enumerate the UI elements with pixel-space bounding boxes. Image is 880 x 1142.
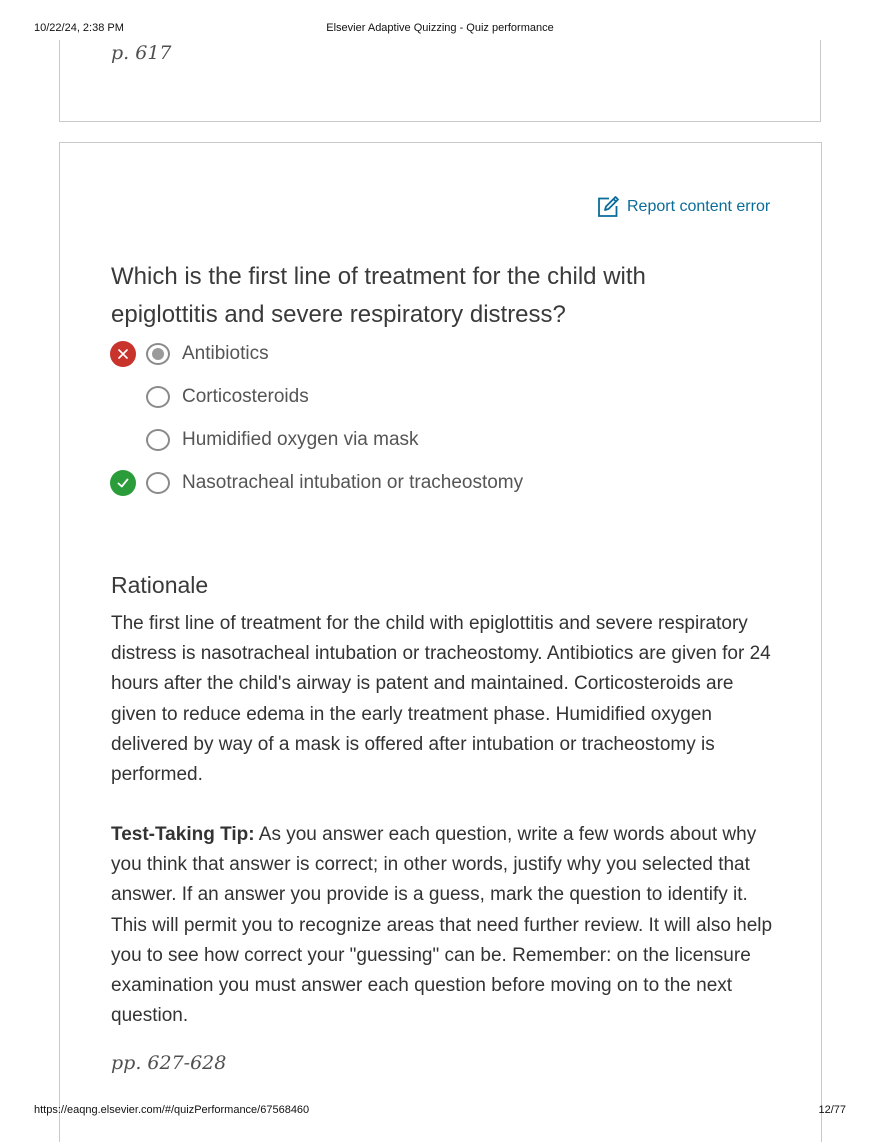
test-taking-tip	[111, 820, 776, 1031]
print-datetime: 10/22/24, 2:38 PM	[34, 22, 124, 34]
print-footer	[0, 1104, 880, 1118]
print-page-count: 12/77	[818, 1104, 846, 1116]
tip-label: Test-Taking Tip:	[111, 824, 255, 845]
edit-icon	[596, 195, 620, 219]
rationale-heading: Rationale	[111, 572, 209, 598]
answer-radio[interactable]	[146, 386, 170, 408]
correct-status-badge	[110, 470, 136, 496]
print-header	[0, 22, 880, 36]
answer-option-corticosteroids	[110, 383, 730, 411]
previous-question-card	[59, 40, 821, 122]
rationale-text: The first line of treatment for the child with epiglottitis and severe respiratory distress is nasotracheal intubation or tracheostomy. Antibiotics are given for 24 hours after the child's airway is patent and maintained. Corticosteroids are given to reduce edema in the early treatment phase. Humidified oxygen delivered by way of a mask is offered after intubation or tracheostomy is performed.	[111, 613, 771, 786]
print-page-title: Elsevier Adaptive Quizzing - Quiz performance	[326, 22, 554, 34]
report-content-error-link[interactable]	[596, 195, 770, 219]
tip-text: As you answer each question, write a few words about why you think that answer is correct; in other words, justify why you selected that answer. If an answer you provide is a guess, mark the question to identify it. This will permit you to recognize areas that need further review. It will also help you to see how correct your "guessing" can be. Remember: on the licensure examination you must answer each question before moving on to the next question.	[111, 824, 773, 1027]
incorrect-status-badge	[110, 341, 136, 367]
answer-option-intubation	[110, 469, 730, 497]
answer-radio-selected[interactable]	[146, 343, 170, 365]
answer-option-label: Humidified oxygen via mask	[182, 429, 419, 450]
answer-radio[interactable]	[146, 472, 170, 494]
question-text: Which is the first line of treatment for the child with epiglottitis and severe respiratory distress?	[111, 263, 646, 328]
answer-radio[interactable]	[146, 429, 170, 451]
previous-page-reference: p. 617	[111, 42, 172, 64]
check-icon	[116, 476, 130, 490]
answer-option-humidified-oxygen	[110, 426, 730, 454]
answer-option-label: Antibiotics	[182, 343, 269, 364]
answer-option-label: Corticosteroids	[182, 386, 309, 407]
close-icon	[117, 348, 129, 360]
answer-option-label: Nasotracheal intubation or tracheostomy	[182, 472, 524, 493]
print-url: https://eaqng.elsevier.com/#/quizPerformance/67568460	[34, 1104, 310, 1116]
page-reference: pp. 627-628	[111, 1052, 227, 1074]
report-link-label: Report content error	[627, 198, 771, 215]
answer-option-antibiotics	[110, 340, 730, 368]
